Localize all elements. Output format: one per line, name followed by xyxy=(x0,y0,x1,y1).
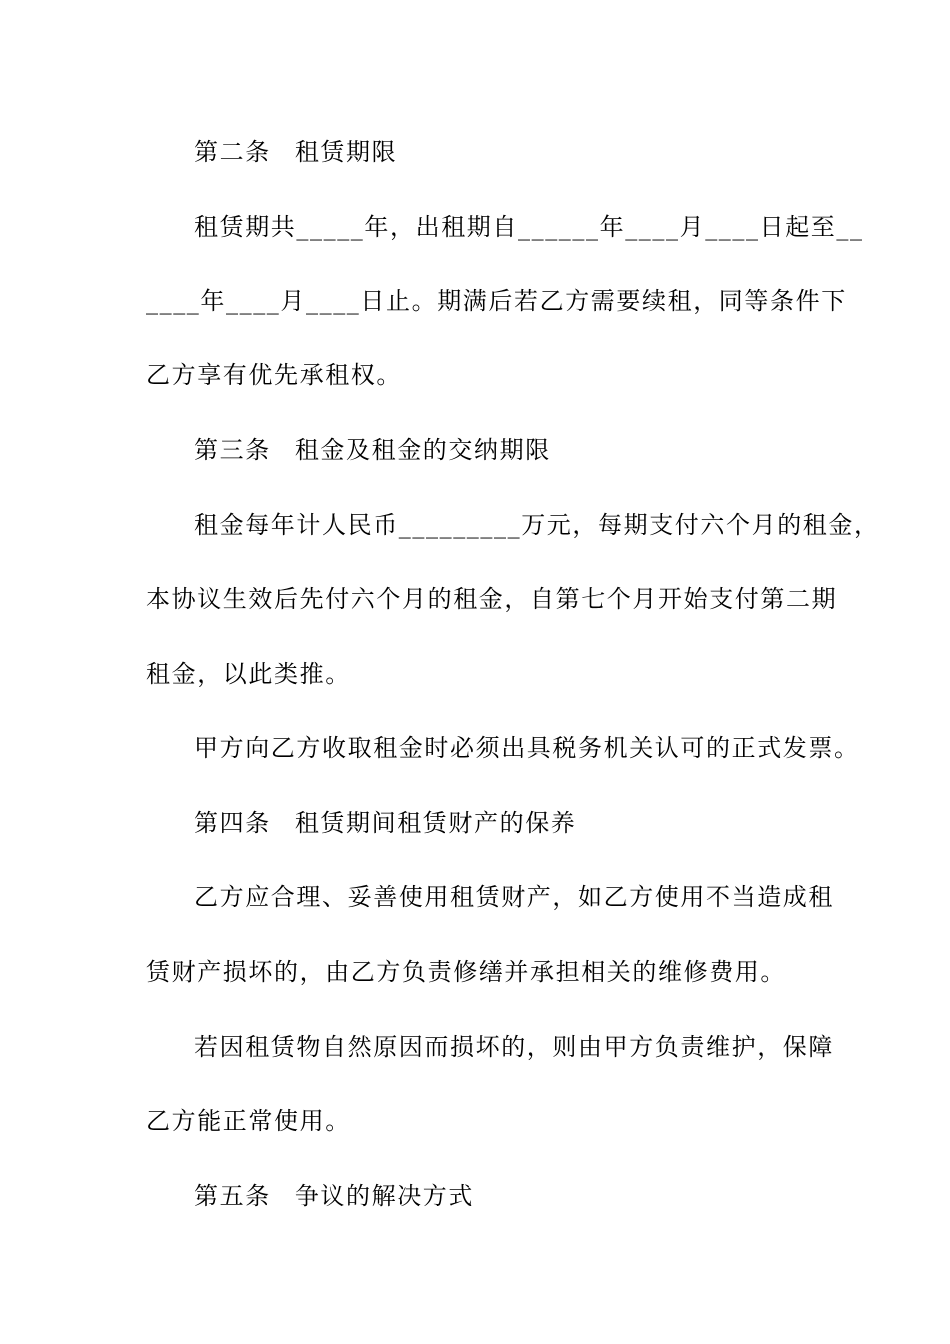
article-3-paragraph-1-line-3: 租金，以此类推。 xyxy=(146,660,351,688)
article-4-paragraph-1-line-2: 赁财产损坏的，由乙方负责修缮并承担相关的维修费用。 xyxy=(146,958,786,986)
article-4-heading xyxy=(194,808,874,838)
article-2-paragraph-line-2: ____年____月____日止。期满后若乙方需要续租，同等条件下 xyxy=(146,287,847,315)
article-5-heading xyxy=(194,1181,874,1211)
article-3-number: 第三条 xyxy=(194,436,271,464)
article-3-paragraph-1-line-2: 本协议生效后先付六个月的租金，自第七个月开始支付第二期 xyxy=(146,585,838,613)
article-2-heading xyxy=(194,137,874,167)
article-4-paragraph-2-line-2: 乙方能正常使用。 xyxy=(146,1107,351,1135)
article-2-paragraph-line-1: 租赁期共_____年，出租期自______年____月____日起至__ xyxy=(194,213,864,241)
article-5-number: 第五条 xyxy=(194,1182,271,1210)
article-3-paragraph-1-line-1: 租金每年计人民币_________万元，每期支付六个月的租金， xyxy=(194,511,880,539)
article-2-paragraph-line-3: 乙方享有优先承租权。 xyxy=(146,361,402,389)
article-2-title: 租赁期限 xyxy=(294,138,398,166)
article-3-heading xyxy=(194,435,874,465)
article-5-title: 争议的解决方式 xyxy=(294,1182,475,1210)
article-4-number: 第四条 xyxy=(194,809,271,837)
article-4-title: 租赁期间租赁财产的保养 xyxy=(294,809,577,837)
article-3-paragraph-2-line-1: 甲方向乙方收取租金时必须出具税务机关认可的正式发票。 xyxy=(194,734,860,762)
article-4-paragraph-1-line-1: 乙方应合理、妥善使用租赁财产，如乙方使用不当造成租 xyxy=(194,883,834,911)
article-4-paragraph-2-line-1: 若因租赁物自然原因而损坏的，则由甲方负责维护，保障 xyxy=(194,1033,834,1061)
article-2-number: 第二条 xyxy=(194,138,271,166)
article-3-title: 租金及租金的交纳期限 xyxy=(294,436,551,464)
